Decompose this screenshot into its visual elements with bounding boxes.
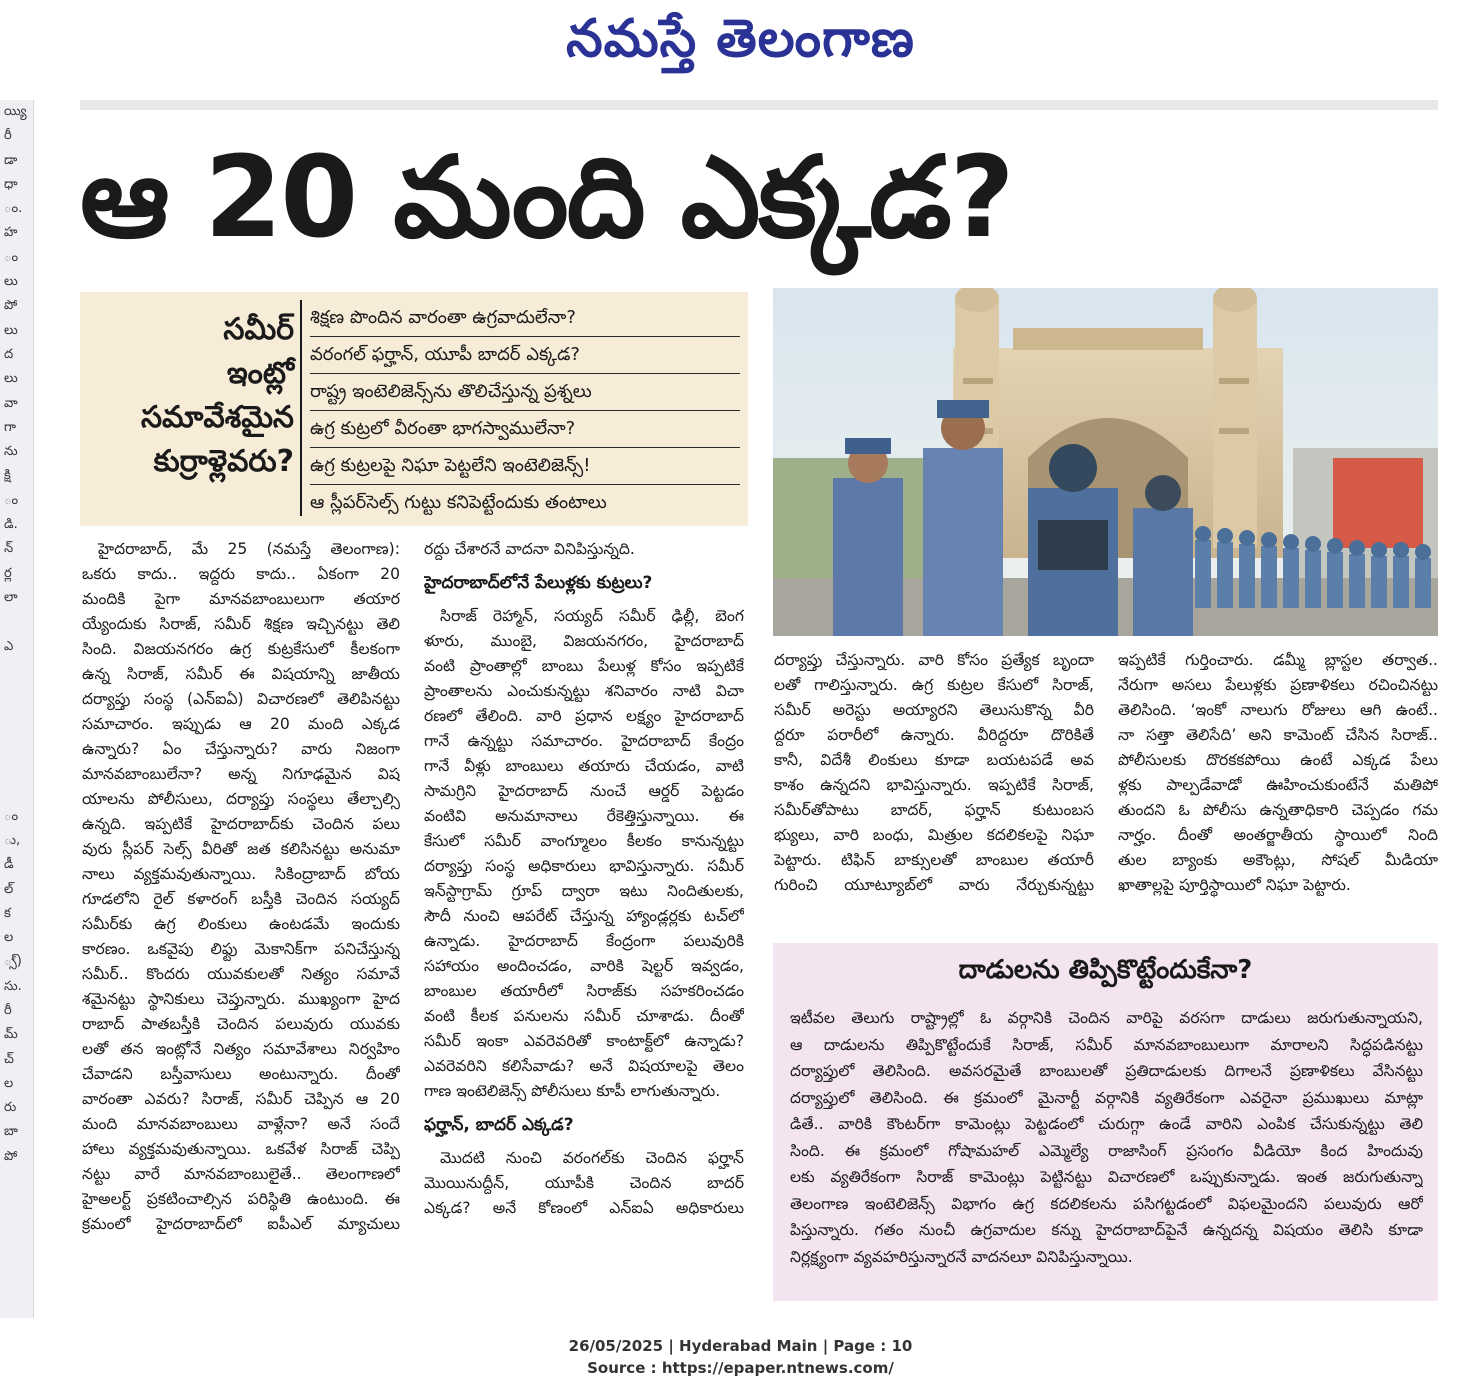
summary-title-line: కుర్రాళ్లెవరు? <box>153 444 294 479</box>
adjacent-text-fragment: ద <box>4 346 14 362</box>
article-line: యాలను పోలీసులు, దర్యాప్తు సంస్థలు తేల్చాల్సి <box>82 790 400 808</box>
adjacent-text-fragment: చ్ <box>4 1051 14 1067</box>
article-line: దర్యాప్తు సంస్థ అధికారులు భావిస్తున్నారు. సమీర్ <box>424 857 744 875</box>
article-line: సామగ్రిని హైదరాబాద్ నుంచే ఆర్డర్ పెట్టడం <box>424 782 744 800</box>
article-line: దర్యాప్తులో తెలిసింది. అవసరమైతే బాంబులతో ప్రతిదాడులకు దిగాలనే ప్రణాళికలు వేసినట్టు <box>790 1062 1423 1080</box>
article-line: రణలో తేలింది. వారి ప్రధాన లక్ష్యం హైదరాబాద్ <box>424 707 744 725</box>
newspaper-masthead: నమస్తే తెలంగాణ <box>566 8 915 69</box>
photo-illustration <box>773 288 1438 636</box>
adjacent-text-fragment: ం <box>4 249 19 265</box>
summary-box-title <box>84 308 294 484</box>
adjacent-text-fragment: డా <box>4 152 18 168</box>
article-line: ఉన్నాడు. హైదరాబాద్ కేంద్రంగా పలువురికి <box>424 932 744 950</box>
article-line: హైఅలర్ట్ ప్రకటించాల్సిన పరిస్థితి ఉంటుంది. ఈ <box>82 1190 400 1208</box>
article-line: దర్యాప్తు చేస్తున్నారు. వారి కోసం ప్రత్యేక బృందా <box>774 651 1094 669</box>
edition-info: 26/05/2025 | Hyderabad Main | Page : 10 <box>568 1337 913 1355</box>
adjacent-text-fragment: మ్ <box>4 1027 18 1043</box>
article-line: పెట్టారు. టిఫిన్ బాక్సులతో బాంబుల తయారీ <box>774 851 1094 869</box>
adjacent-text-fragment: ు, <box>4 832 21 848</box>
article-column-3 <box>774 648 1094 898</box>
article-line: ప్రాంతాలను ఎంచుకున్నట్టు శనివారం నాటి విచా <box>424 682 744 700</box>
article-line: డితే.. వారికి కౌంటర్‌గా కామెంట్లు పెట్టడంలో చురుగ్గా ఉండే వారిని ఎంపిక చేసుకున్నట్టు తెలి <box>790 1115 1423 1133</box>
adjacent-text-fragment: లు <box>4 322 18 338</box>
adjacent-text-fragment: ం <box>4 808 19 824</box>
article-line: తెలంగాణ ఇంటెలిజెన్స్ విభాగం ఉగ్ర కదలికలను పసిగట్టడంలో విఫలమైందని పలువురు ఆరో <box>790 1194 1423 1213</box>
article-line: సమాచారం. ఇప్పుడు ఆ 20 మంది ఎక్కడ <box>82 715 400 733</box>
article-line: నార్హం. దీంతో అంతర్జాతీయ స్థాయిలో నింది <box>1118 826 1438 844</box>
adjacent-text-fragment: లా <box>4 589 18 605</box>
article-line: వంటివి అనుమానాలు రేకెత్తిస్తున్నాయి. ఈ <box>424 807 744 825</box>
article-line: తుల బ్యాంకు అకౌంట్లు, సోషల్ మీడియా <box>1118 851 1438 869</box>
article-line: ఉన్నారు? ఏం చేస్తున్నారు? వారు నిజంగా <box>82 740 400 758</box>
adjacent-text-fragment <box>0 756 33 780</box>
article-line: హైదరాబాద్, మే 25 (నమస్తే తెలంగాణ): <box>98 540 400 558</box>
article-line: దర్యాప్తులో తెలిసింది. ఈ క్రమంలో మైనార్టీ వర్గానికి వ్యతిరేకంగా ఎవరైనా ప్రముఖులు మాట్లా <box>790 1088 1423 1107</box>
article-line: కేసులో సమీర్ వాంగ్మూలం కీలకం కానున్నట్టు <box>424 832 744 850</box>
article-line: నిర్లక్ష్యంగా వ్యవహరిస్తున్నారనే వాదనలూ వినిపిస్తున్నాయి. <box>790 1247 1133 1266</box>
article-line: తెలిసింది. ‘ఇంకో నాలుగు రోజులు ఆగి ఉంటే.. <box>1118 701 1438 719</box>
article-line: క్రమంలో హైదరాబాద్‌లో ఐపీఎల్ మ్యాచులు <box>82 1215 400 1233</box>
adjacent-text-fragment: య్యి <box>4 104 27 119</box>
article-line: సహాయం అందించడం, వారికి షెల్టర్ ఇవ్వడం, <box>424 957 744 975</box>
adjacent-text-fragment: ం. <box>4 201 23 217</box>
side-story-title: దాడులను తిప్పికొట్టేందుకేనా? <box>958 955 1253 985</box>
adjacent-text-fragment: క <box>4 905 11 921</box>
article-line: లకు వ్యతిరేకంగా సిరాజ్ కామెంట్లు పెట్టినట్టు విచారణలో ఒప్పుకున్నాడు. ఇంత జరుగుతున్నా <box>790 1168 1423 1186</box>
article-column-4 <box>1118 648 1438 898</box>
article-line: రద్దు చేశారనే వాదనా వినిపిస్తున్నది. <box>424 540 635 558</box>
article-line: హాలు వ్యక్తమవుతున్నాయి. ఒకవేళ సిరాజ్ చెప్పి <box>82 1140 400 1158</box>
article-line: ఇన్‌స్టాగ్రామ్ గ్రూప్ ద్వారా ఇటు నిందితులకు, <box>424 882 744 900</box>
adjacent-text-fragment: ర్ల <box>4 565 12 581</box>
article-line: నాలు వ్యక్తమవుతున్నాయి. సికింద్రాబాద్ బోయ <box>82 865 400 883</box>
article-line: సమీర్.. కొందరు యువకులతో నిత్యం సమావే <box>82 965 400 983</box>
summary-bullet: రాష్ట్ర ఇంటెలిజెన్స్‌ను తొలిచేస్తున్న ప్రశ్నలు <box>310 374 740 411</box>
article-line: శమైనట్టు స్థానికులు చెప్తున్నారు. ముఖ్యంగా హైద <box>82 990 400 1008</box>
article-line: చేవాడని బస్తీవాసులు అంటున్నారు. దీంతో <box>82 1065 400 1083</box>
adjacent-text-fragment: లు <box>4 371 18 387</box>
article-line: లతో తన ఇంట్లోనే నిత్యం సమావేశాలు నిర్వహిం <box>82 1040 400 1058</box>
summary-title-line: సమీర్ <box>223 312 294 347</box>
article-line: కారణం. ఒకవైపు లిఫ్టు మెకానిక్‌గా పనిచేస్తున్న <box>82 940 400 958</box>
adjacent-text-fragment: రీ <box>4 128 12 144</box>
subheading-explosion-plot: హైదరాబాద్‌లోనే పేలుళ్లకు కుట్రలు? <box>424 573 653 593</box>
article-line: సమీర్ అరెస్టు అయ్యారని తెలుసుకొన్న వీరి <box>774 701 1094 719</box>
article-line: ఇప్పటికే గుర్తించారు. డమ్మీ బ్లాస్టల తర్వాత.. <box>1118 651 1438 669</box>
article-line: య్యేందుకు సిరాజ్, సమీర్ శిక్షణ ఇచ్చినట్టు తెలి <box>82 615 400 633</box>
article-line: సమీర్ ఇంకా ఎవరెవరితో కాంటాక్ట్‌లో ఉన్నాడు? <box>424 1032 744 1050</box>
adjacent-text-fragment: ఎ <box>4 638 14 654</box>
article-line: దర్యాప్తు సంస్థ (ఎన్‌ఐఏ) విచారణలో తెలిపినట్టు <box>82 690 400 708</box>
adjacent-text-fragment: ం <box>4 492 19 508</box>
adjacent-text-fragment: క్షి <box>4 468 11 484</box>
article-line: తుందని ఓ పోలీసు ఉన్నతాధికారి చెప్పడం గమ <box>1118 801 1438 819</box>
adjacent-text-fragment <box>0 732 33 756</box>
article-line: వంటి కీలక పనులను సమీర్ చూశాడు. దీంతో <box>424 1007 744 1025</box>
article-line: కాశం ఉన్నదని భావిస్తున్నారు. ఇప్పటికే సిరాజ్, <box>774 776 1094 794</box>
adjacent-text-fragment: పో <box>4 1148 18 1164</box>
article-line: సిరాజ్ రెహ్మాన్, సయ్యద్ సమీర్ ఢిల్లీ, బెంగ <box>440 607 744 625</box>
article-line: గురించి యూట్యూబ్‌లో వారు నేర్చుకున్నట్టు <box>774 876 1094 894</box>
article-line: ఎక్కడ? అనే కోణంలో ఎన్‌ఐఏ అధికారులు <box>424 1199 744 1217</box>
article-line: ఉన్న సిరాజ్, సమీర్ ఈ విషయాన్ని జాతీయ <box>82 665 400 683</box>
article-line: గానే వీళ్లు బాంబులు తయారు చేయడం, వాటి <box>424 757 744 775</box>
headline-rule <box>80 100 1438 110</box>
adjacent-text-fragment <box>0 659 33 683</box>
article-line: మొయినుద్దీన్, యూపీకి చెందిన బాదర్ <box>424 1174 744 1192</box>
article-line: వురు స్లీపర్ సెల్స్ వీరితో జత కలిసినట్టు అనుమా <box>82 840 400 858</box>
adjacent-text-fragment: ను <box>4 444 18 460</box>
article-line: నట్టు వారే మానవబాంబులైతే.. తెలంగాణలో <box>82 1165 400 1183</box>
article-line: పిస్తున్నారు. గతం నుంచీ ఉగ్రవాదుల కన్ను హైదరాబాద్‌పైనే ఉన్నదన్న విషయం తెలిసి కూడా <box>790 1221 1423 1239</box>
article-line: కానీ, విదేశీ లింకులు కూడా బయటపడే అవ <box>774 751 1094 769</box>
article-line: గూడలోని రైల్ కళారంగ్ బస్తీకి చెందిన సయ్యద్ <box>82 890 400 908</box>
adjacent-text-fragment: ల్ <box>4 881 14 897</box>
main-headline: ఆ 20 మంది ఎక్కడ? <box>80 133 1013 263</box>
article-line: నేరుగా అసలు పేలుళ్లకు ప్రణాళికలు రచించినట్టు <box>1118 676 1438 694</box>
adjacent-text-fragment <box>0 707 33 731</box>
summary-bullets <box>310 300 740 521</box>
adjacent-text-fragment <box>0 610 33 634</box>
summary-bullet: ఆ స్లీపర్‌సెల్స్ గుట్టు కనిపెట్టేందుకు తంటాలు <box>310 492 607 513</box>
article-line: లతో గాలిస్తున్నారు. ఉగ్ర కుట్రల కేసులో సిరాజ్, <box>774 676 1094 694</box>
article-line: ఎవరెవరిని కలిసేవాడు? అనే విషయాలపై తెలం <box>424 1057 744 1075</box>
article-line: ద్దరూ పరారీలో ఉన్నారు. వీరిద్దరూ దొరికితే <box>774 726 1094 744</box>
news-photo-charminar-police <box>773 288 1438 636</box>
summary-title-line: సమావేశమైన <box>140 400 294 435</box>
article-line: మంది మానవబాంబులు వాళ్లేనా? అనే సందే <box>82 1115 400 1133</box>
article-line: మానవబాంబులేనా? అన్న నిగూఢమైన వి‌ష <box>82 765 400 783</box>
adjacent-text-fragment: ల <box>4 930 14 946</box>
adjacent-text-fragment: ల <box>4 1075 14 1091</box>
adjacent-text-fragment <box>0 683 33 707</box>
article-line: ళ్లకు పాల్పడేవాడో ఊహించుకుంటేనే మతిపో <box>1118 776 1438 794</box>
adjacent-text-fragment: ధా <box>4 176 18 192</box>
adjacent-text-fragment: డీ <box>4 857 14 873</box>
summary-divider <box>300 300 302 516</box>
adjacent-text-fragment <box>0 780 33 804</box>
adjacent-text-fragment: గా <box>4 419 16 435</box>
summary-title-line: ఇంట్లో <box>226 356 294 391</box>
article-line: ళూరు, ముంబై, విజయనగరం, హైదరాబాద్ <box>424 632 744 650</box>
article-line: సౌదీ నుంచి ఆపరేట్ చేస్తున్న హ్యాండ్లర్లకు టచ్‌లో <box>424 907 744 925</box>
adjacent-text-fragment: లు <box>4 274 18 290</box>
article-line: సింది. విజయనగరం ఉగ్ర కుట్రకేసులో కీలకంగా <box>82 640 400 658</box>
article-line: వారంతా ఎవరు? సిరాజ్, సమీర్ చెప్పిన ఆ 20 <box>82 1090 400 1108</box>
article-line: ఖాతాల్లపై పూర్తిస్థాయిలో నిఘా పెట్టారు. <box>1118 876 1351 894</box>
adjacent-column-fragment <box>0 100 34 1318</box>
adjacent-text-fragment: రీ <box>4 1002 12 1018</box>
article-line: ఆ దాడులను తిప్పికొట్టేందుకే సిరాజ్, సమీర్ మానవబాంబులుగా మారాలని సిద్ధపడినట్టు <box>790 1035 1423 1054</box>
adjacent-text-fragment: హ <box>4 225 18 241</box>
adjacent-text-fragment: న్ <box>4 541 14 557</box>
article-line: ఒకరు కాదు.. ఇద్దరు కాదు.. ఏకంగా 20 <box>82 565 400 583</box>
summary-bullet: ఉగ్ర కుట్రలపై నిఘా పెట్టలేని ఇంటెలిజెన్స్! <box>310 448 740 485</box>
article-line: బాంబుల తయారీలో సిరాజ్‌కు సహకరించడం <box>424 982 744 1000</box>
article-line: సమీర్‌తోపాటు బాదర్, ఫర్హాన్ కుటుంబస <box>774 801 1094 819</box>
article-line: రాబాద్ పాతబస్తీకి చెందిన పలువురు యువకు <box>82 1015 400 1033</box>
summary-bullet: వరంగల్ ఫర్హాన్, యూపీ బాదర్ ఎక్కడ? <box>310 337 740 374</box>
article-line: వంటి ప్రాంతాల్లో బాంబు పేలుళ్ల కోసం ఇప్పటికే <box>424 657 744 675</box>
article-line: పోలీసులకు దొరకకపోయి ఉంటే ఎక్కడ పేలు <box>1118 751 1438 769</box>
adjacent-text-fragment: ్స్) <box>4 954 22 970</box>
article-line: గాణ ఇంటెలిజెన్స్ పోలీసులు కూపీ లాగుతున్నారు. <box>424 1082 721 1100</box>
article-line: ఇటీవల తెలుగు రాష్ట్రాల్లో ఓ వర్గానికి చెందిన వారిపై వరసగా దాడులు జరుగుతున్నాయని, <box>790 1009 1423 1027</box>
summary-bullet: శిక్షణ పొందిన వారంతా ఉగ్రవాదులేనా? <box>310 300 740 337</box>
article-line: గానే ఉన్నట్టు సమాచారం. హైదరాబాద్ కేంద్రం <box>424 732 744 750</box>
article-line: సమీర్‌కు ఉగ్ర లింకులు ఉంటడమే ఇందుకు <box>82 915 400 933</box>
article-line: భ్యులు, వారి బంధు, మిత్రుల కదలికలపై నిఘా <box>774 826 1094 844</box>
adjacent-text-fragment: పో <box>4 298 18 314</box>
article-line: సింది. ఈ క్రమంలో గోషామహల్ ఎమ్మెల్యే రాజాసింగ్ ప్రసంగం వీడియో కింద హిందువు <box>790 1141 1423 1160</box>
subheading-farhan-badar: ఫర్హాన్, బాదర్ ఎక్కడ? <box>424 1115 574 1135</box>
adjacent-text-fragment: వా <box>4 395 18 411</box>
article-column-1 <box>82 537 400 1237</box>
article-line: మందికి పైగా మానవబాంబులుగా తయార <box>82 590 400 608</box>
article-line: మొదటి నుంచి వరంగల్‌కు చెందిన ఫర్హాన్ <box>440 1149 744 1167</box>
side-story-body <box>790 1005 1423 1270</box>
summary-bullet: ఉగ్ర కుట్రలో వీరంతా భాగస్వాములేనా? <box>310 411 740 448</box>
article-line: నా సత్తా తెలిసేది’ అని కామెంట్ చేసిన సిరాజ్.. <box>1118 726 1438 744</box>
adjacent-text-fragment: సు. <box>4 978 22 994</box>
article-column-2 <box>424 537 744 1221</box>
article-line: ఉన్నది. ఇప్పటికే హైదరాబాద్‌కు చెందిన పలు <box>82 815 400 833</box>
adjacent-text-fragment: బా <box>4 1124 18 1140</box>
source-link[interactable]: Source : https://epaper.ntnews.com/ <box>587 1359 894 1377</box>
adjacent-text-fragment: డి. <box>4 517 18 533</box>
adjacent-text-fragment: రు <box>4 1100 17 1116</box>
